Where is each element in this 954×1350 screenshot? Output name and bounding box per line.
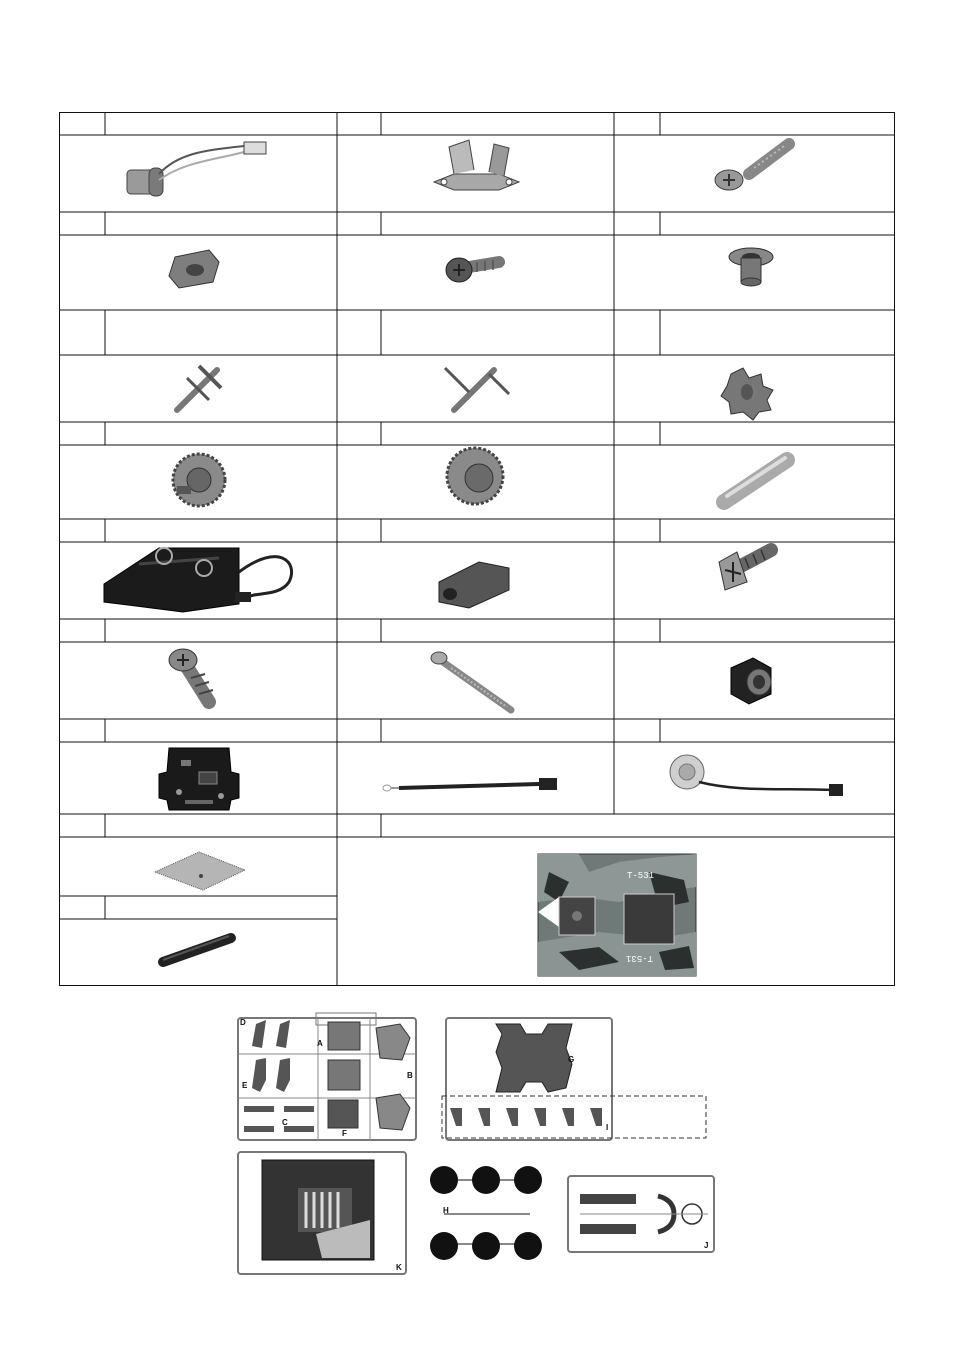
hex-nut-icon xyxy=(169,250,219,288)
sprue-letter-g: G xyxy=(568,1055,575,1064)
motor-bracket-icon xyxy=(434,140,519,190)
sprue-diagrams xyxy=(230,1008,730,1278)
motor-with-wires-icon xyxy=(127,142,266,196)
camouflage-sticker-sheet-icon xyxy=(538,854,696,976)
sticker-label-top: T-531 xyxy=(627,871,655,881)
locking-nut-icon xyxy=(731,658,771,704)
axle-with-gear-icon xyxy=(177,366,221,410)
sprue-letter-d: D xyxy=(240,1018,246,1027)
sprue-letter-h: H xyxy=(443,1206,449,1215)
short-tapping-screw-icon xyxy=(446,258,499,282)
pinion-gear-icon xyxy=(721,368,773,420)
sticker-label-bottom: T-531 xyxy=(625,953,653,963)
parts-table xyxy=(59,112,895,986)
flanged-bushing-icon xyxy=(729,248,773,286)
battery-holder-icon xyxy=(104,548,292,612)
sprue-letter-f: F xyxy=(342,1129,347,1138)
tapping-screw-icon xyxy=(169,649,213,702)
circuit-board-icon xyxy=(159,748,239,810)
sprue-letter-a: A xyxy=(317,1039,323,1048)
sprue-letter-i: I xyxy=(606,1123,609,1132)
black-rod-icon xyxy=(163,936,231,962)
metal-tube-icon xyxy=(724,458,787,502)
sprue-h-wheels xyxy=(430,1166,542,1260)
countersunk-screw-icon xyxy=(719,550,771,590)
pan-head-screw-icon xyxy=(715,144,789,190)
square-plate-icon xyxy=(155,852,245,890)
sprue-letter-c: C xyxy=(282,1118,288,1127)
long-machine-screw-icon xyxy=(431,652,511,710)
sprue-k xyxy=(238,1152,406,1274)
axle-with-gear-icon xyxy=(445,368,509,410)
buzzer-icon xyxy=(670,755,843,796)
sprue-daebcf xyxy=(238,1013,416,1140)
sprue-j xyxy=(568,1176,714,1252)
led-cable-icon xyxy=(383,778,557,791)
sprue-letter-b: B xyxy=(407,1071,413,1080)
sprue-letter-k: K xyxy=(396,1263,402,1272)
sprue-letter-e: E xyxy=(242,1081,248,1090)
sprue-gi xyxy=(442,1018,706,1140)
sprue-letter-j: J xyxy=(704,1241,709,1250)
hex-spacer-icon xyxy=(439,562,509,608)
spur-gear-icon xyxy=(447,448,503,504)
spur-gear-icon xyxy=(173,454,225,506)
